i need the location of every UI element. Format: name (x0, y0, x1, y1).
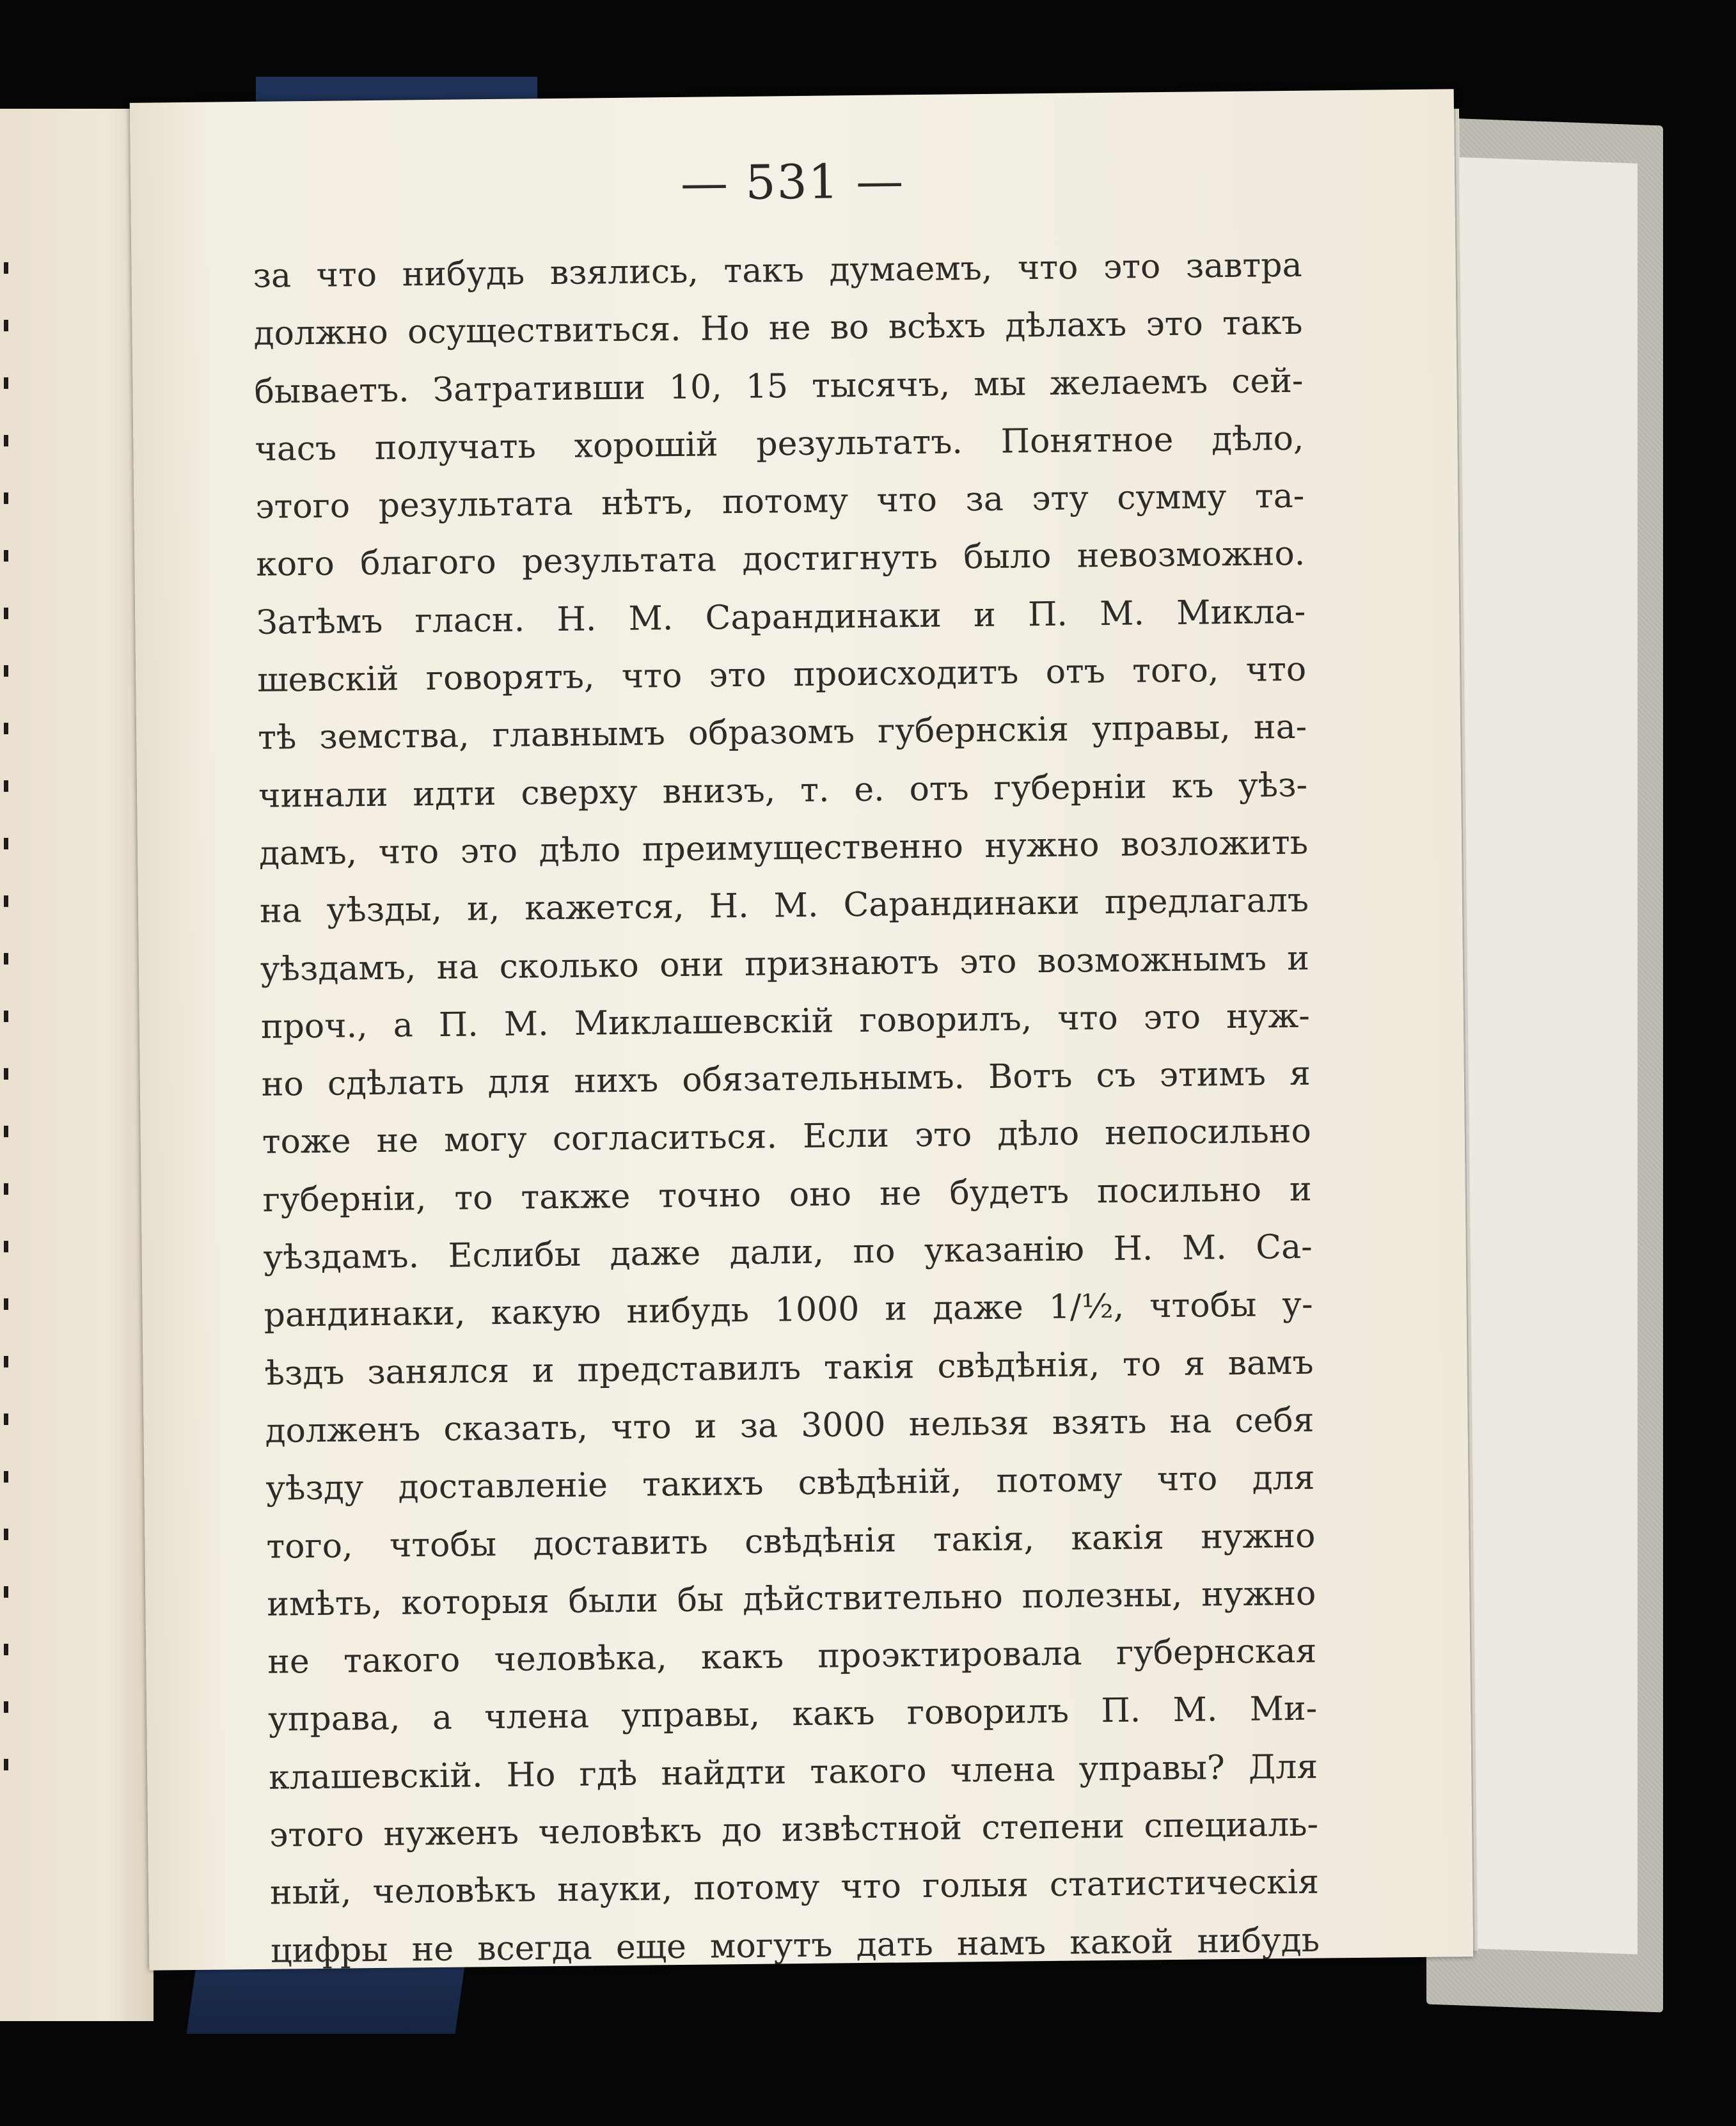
line-end-mark (4, 1586, 8, 1598)
line-end-mark (4, 1471, 8, 1483)
text-line: кого благого результата достигнуть было невозможно. (256, 535, 1306, 585)
line-end-mark (4, 435, 8, 446)
book-page (130, 89, 1473, 1971)
line-end-mark (4, 895, 8, 907)
line-end-mark (4, 320, 8, 331)
line-end-mark (4, 377, 8, 389)
line-end-mark (4, 1298, 8, 1310)
text-line: уѣзду доставленіе такихъ свѣдѣній, потому что для (265, 1458, 1315, 1509)
text-line: уѣздамъ, на сколько они признаютъ это возможнымъ и (260, 939, 1310, 989)
text-line: должно осуществиться. Но не во всѣхъ дѣлахъ это такъ (253, 304, 1303, 354)
text-line: на уѣзды, и, кажется, Н. М. Сарандинаки предлагалъ (259, 881, 1309, 931)
text-line: уѣздамъ. Еслибы даже дали, по указанію Н. М. Са- (263, 1227, 1313, 1277)
line-end-mark (4, 550, 8, 562)
line-end-mark (4, 1529, 8, 1540)
text-line: Затѣмъ гласн. Н. М. Сарандинаки и П. М. Микла- (256, 592, 1306, 642)
previous-page (0, 109, 154, 2021)
text-line: дамъ, что это дѣло преимущественно нужно возложить (258, 823, 1309, 873)
text-line: рандинаки, какую нибудь 1000 и даже 1/½, чтобы у- (264, 1285, 1313, 1335)
text-line: тоже не могу согласиться. Если это дѣло непосильно (262, 1112, 1312, 1162)
text-line: ный, человѣкъ науки, потому что голыя статистическія (269, 1862, 1320, 1913)
text-line: цифры не всегда еще могутъ дать намъ какой нибудь (270, 1921, 1320, 1971)
text-line: того, чтобы доставить свѣдѣнія такія, какія нужно (266, 1516, 1316, 1566)
line-end-mark (4, 1241, 8, 1252)
text-line: но сдѣлать для нихъ обязательнымъ. Вотъ съ этимъ я (261, 1054, 1311, 1104)
text-line: имѣть, которыя были бы дѣйствительно полезны, нужно (267, 1574, 1316, 1624)
text-line: не такого человѣка, какъ проэктировала губернская (267, 1632, 1317, 1681)
line-end-mark (4, 1126, 8, 1137)
text-line: проч., а П. М. Миклашевскій говорилъ, что это нуж- (260, 996, 1311, 1046)
line-end-mark (4, 608, 8, 619)
text-line: клашевскій. Но гдѣ найдти такого члена управы? Для (268, 1747, 1318, 1797)
line-end-mark (4, 1413, 8, 1425)
line-end-mark (4, 723, 8, 734)
line-end-mark (4, 838, 8, 849)
line-end-mark (4, 780, 8, 792)
line-end-mark (4, 1068, 8, 1080)
text-line: ѣздъ занялся и представилъ такія свѣдѣнія, то я вамъ (264, 1343, 1314, 1393)
text-line: долженъ сказать, что и за 3000 нельзя взять на себя (265, 1401, 1314, 1451)
line-end-mark (4, 492, 8, 504)
line-end-mark (4, 262, 8, 274)
page-number: — 531 — (680, 154, 905, 211)
line-end-mark (4, 1011, 8, 1022)
line-end-mark (4, 665, 8, 677)
line-end-mark (4, 1356, 8, 1367)
text-line: часъ получать хорошій результатъ. Понятное дѣло, (255, 419, 1304, 469)
text-line: тѣ земства, главнымъ образомъ губернскія управы, на- (257, 708, 1307, 758)
text-line: управа, а члена управы, какъ говорилъ П. М. Ми- (267, 1690, 1318, 1740)
line-end-mark (4, 953, 8, 965)
body-text (253, 237, 1320, 1980)
line-end-mark (4, 1644, 8, 1655)
text-line: этого нуженъ человѣкъ до извѣстной степени специаль- (269, 1805, 1319, 1855)
text-line: этого результата нѣтъ, потому что за эту сумму та- (255, 476, 1305, 527)
text-line: чинали идти сверху внизъ, т. е. отъ губерніи къ уѣз- (258, 766, 1308, 815)
line-end-mark (4, 1759, 8, 1770)
text-line: губерніи, то также точно оно не будетъ посильно и (262, 1170, 1312, 1220)
text-line: за что нибудь взялись, такъ думаемъ, что это завтра (253, 246, 1302, 295)
text-line: бываетъ. Затративши 10, 15 тысячъ, мы желаемъ сей- (254, 361, 1304, 411)
line-end-mark (4, 1701, 8, 1713)
line-end-mark (4, 1183, 8, 1195)
text-line: шевскій говорятъ, что это происходитъ отъ того, что (256, 650, 1307, 700)
